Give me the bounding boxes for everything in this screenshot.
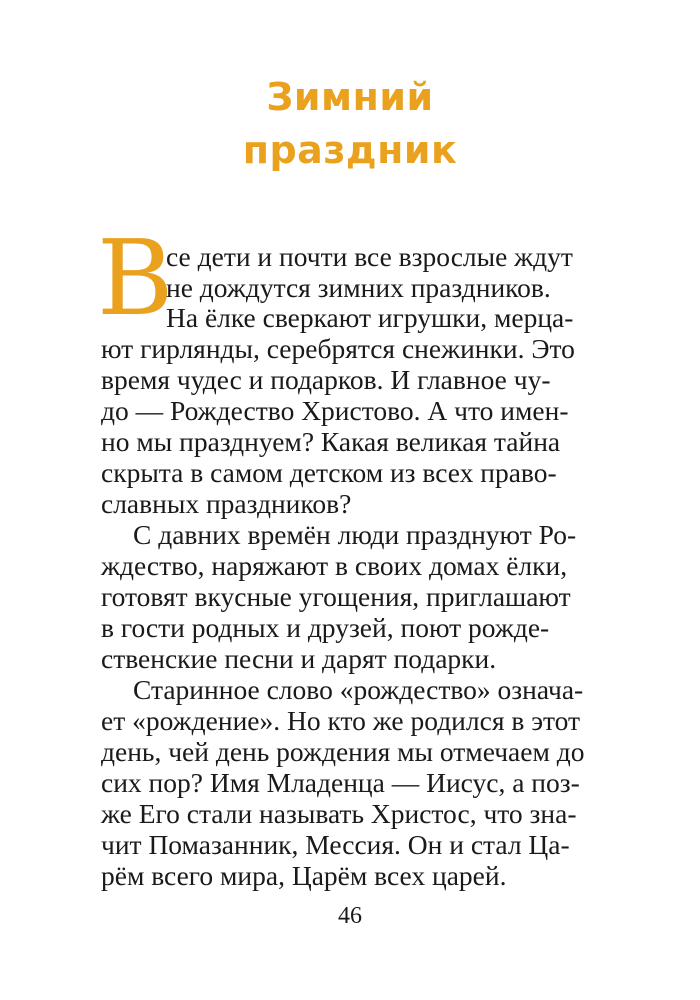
text-line: но мы празднуем? Какая великая тайна [101,426,561,457]
text-line: же Его стали называть Христос, что зна- [101,798,577,829]
text-line: сих пор? Имя Младенца — Иисус, а поз- [101,767,580,798]
text-line: чит Помазанник, Мессия. Он и стал Ца- [101,829,570,860]
chapter-title-line-1: Зимний [266,75,434,119]
text-line: ют гирлянды, серебрятся снежинки. Это [101,333,575,364]
text-line: рём всего мира, Царём всех царей. [101,860,507,891]
drop-cap: В [97,217,174,339]
text-line: день, чей день рождения мы отмечаем до [101,736,585,767]
text-line: до — Рождество Христово. А что имен- [101,395,569,426]
text-line: готовят вкусные угощения, приглашают [101,581,571,612]
text-line: время чудес и подарков. И главное чу- [101,364,551,395]
chapter-title-line-2: праздник [242,128,458,172]
text-line: Старинное слово «рождество» означа- [133,674,584,705]
text-line: На ёлке сверкают игрушки, мерца- [166,302,574,333]
text-line: славных праздников? [101,488,352,519]
text-line: не дождутся зимних праздников. [166,272,551,303]
text-line: С давних времён люди празднуют Ро- [133,519,577,550]
page-number: 46 [338,903,362,929]
text-line: в гости родных и друзей, поют рожде- [101,612,550,643]
text-line: скрыта в самом детском из всех право- [101,457,557,488]
text-line: ждество, наряжают в своих домах ёлки, [101,550,568,581]
text-line: ственские песни и дарят подарки. [101,643,497,674]
text-line: ет «рождение». Но кто же родился в этот [101,705,581,736]
text-line: се дети и почти все взрослые ждут [166,241,573,272]
